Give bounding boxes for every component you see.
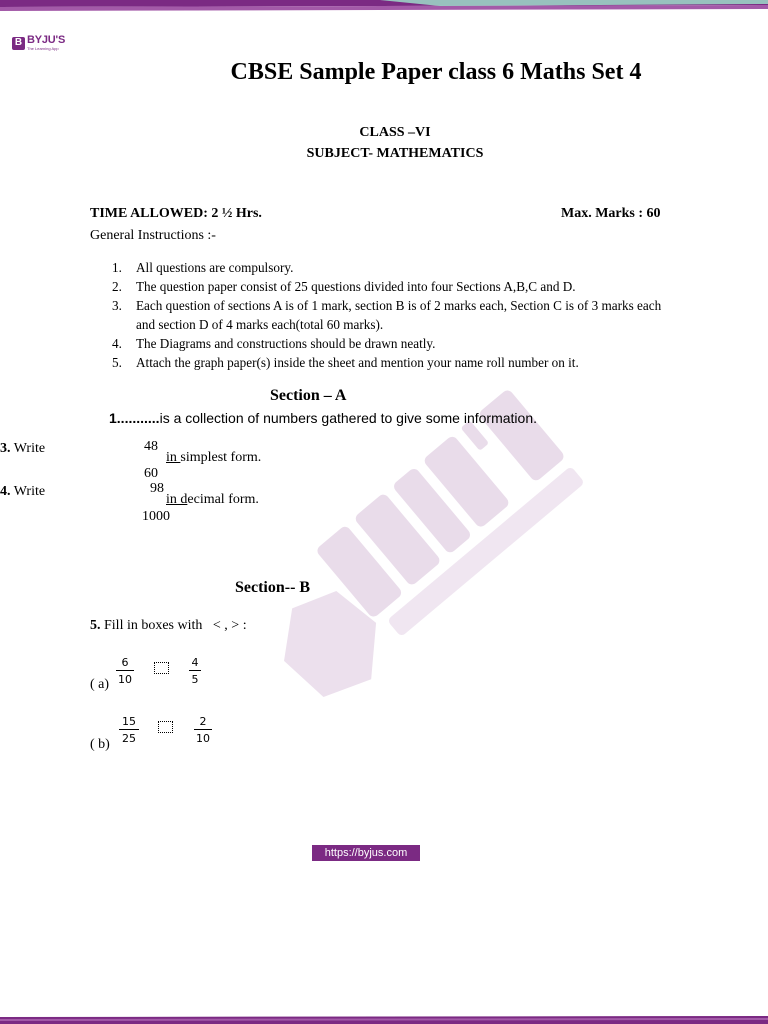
question-4-denominator: 1000: [142, 509, 170, 524]
question-5-symbols: < , > :: [212, 618, 247, 633]
section-a-heading: Section – A: [270, 387, 347, 404]
instructions-heading: General Instructions :-: [90, 228, 216, 243]
question-4-label: 4. Write: [0, 484, 46, 499]
question-3-denominator: 60: [144, 466, 158, 481]
question-3-text: in simplest form.: [166, 450, 262, 465]
instruction-item: 3. Each question of sections A is of 1 mark, section B is of 2 marks each, Section C is of 3 marks each and section D of 4 marks each(total 60 marks).: [112, 298, 662, 332]
question-1-blank: 1...........: [109, 410, 160, 426]
instructions-list: [112, 258, 672, 372]
instruction-item: 5. Attach the graph paper(s) inside the sheet and mention your name roll number on it.: [112, 355, 579, 370]
question-1-text: is a collection of numbers gathered to give some information.: [159, 410, 537, 426]
byjus-watermark-icon: [165, 320, 685, 700]
question-5: 5. Fill in boxes with < , > :: [90, 618, 247, 633]
section-b-heading: Section-- B: [235, 579, 311, 596]
time-allowed: TIME ALLOWED: 2 ½ Hrs.: [90, 206, 262, 221]
question-4-numerator: 98: [150, 481, 164, 496]
part-a-label: ( a): [90, 677, 110, 692]
question-1: [109, 410, 537, 426]
top-banner: [0, 0, 768, 20]
part-b-answer-box[interactable]: [158, 721, 173, 733]
part-b-right-fraction: 2 10: [196, 715, 210, 745]
part-a-answer-box[interactable]: [154, 662, 169, 674]
class-line: CLASS –VI: [359, 125, 431, 140]
subject-line: SUBJECT- MATHEMATICS: [306, 146, 484, 161]
bottom-banner: [0, 1014, 768, 1024]
question-3-numerator: 48: [144, 439, 158, 454]
question-3-label: 3. Write: [0, 441, 46, 456]
part-a-left-fraction: 6 10: [118, 656, 132, 686]
footer-url-link[interactable]: https://byjus.com: [312, 845, 420, 861]
part-b-label: ( b): [90, 737, 110, 752]
paper-title: CBSE Sample Paper class 6 Maths Set 4: [230, 59, 642, 85]
max-marks: Max. Marks : 60: [561, 206, 661, 221]
byjus-logo: [12, 35, 65, 51]
part-a-right-fraction: 4 5: [189, 657, 201, 685]
instruction-item: 2. The question paper consist of 25 questions divided into four Sections A,B,C and D.: [112, 279, 576, 294]
part-b-left-fraction: 15 25: [119, 716, 139, 744]
instruction-item: 4. The Diagrams and constructions should be drawn neatly.: [112, 336, 436, 351]
question-4-text: in decimal form.: [166, 492, 259, 507]
byjus-logo-icon: B: [12, 37, 25, 50]
brand-tagline: The Learning App: [27, 46, 59, 51]
brand-name: BYJU'S: [27, 34, 66, 46]
instruction-item: 1. All questions are compulsory.: [112, 260, 294, 275]
